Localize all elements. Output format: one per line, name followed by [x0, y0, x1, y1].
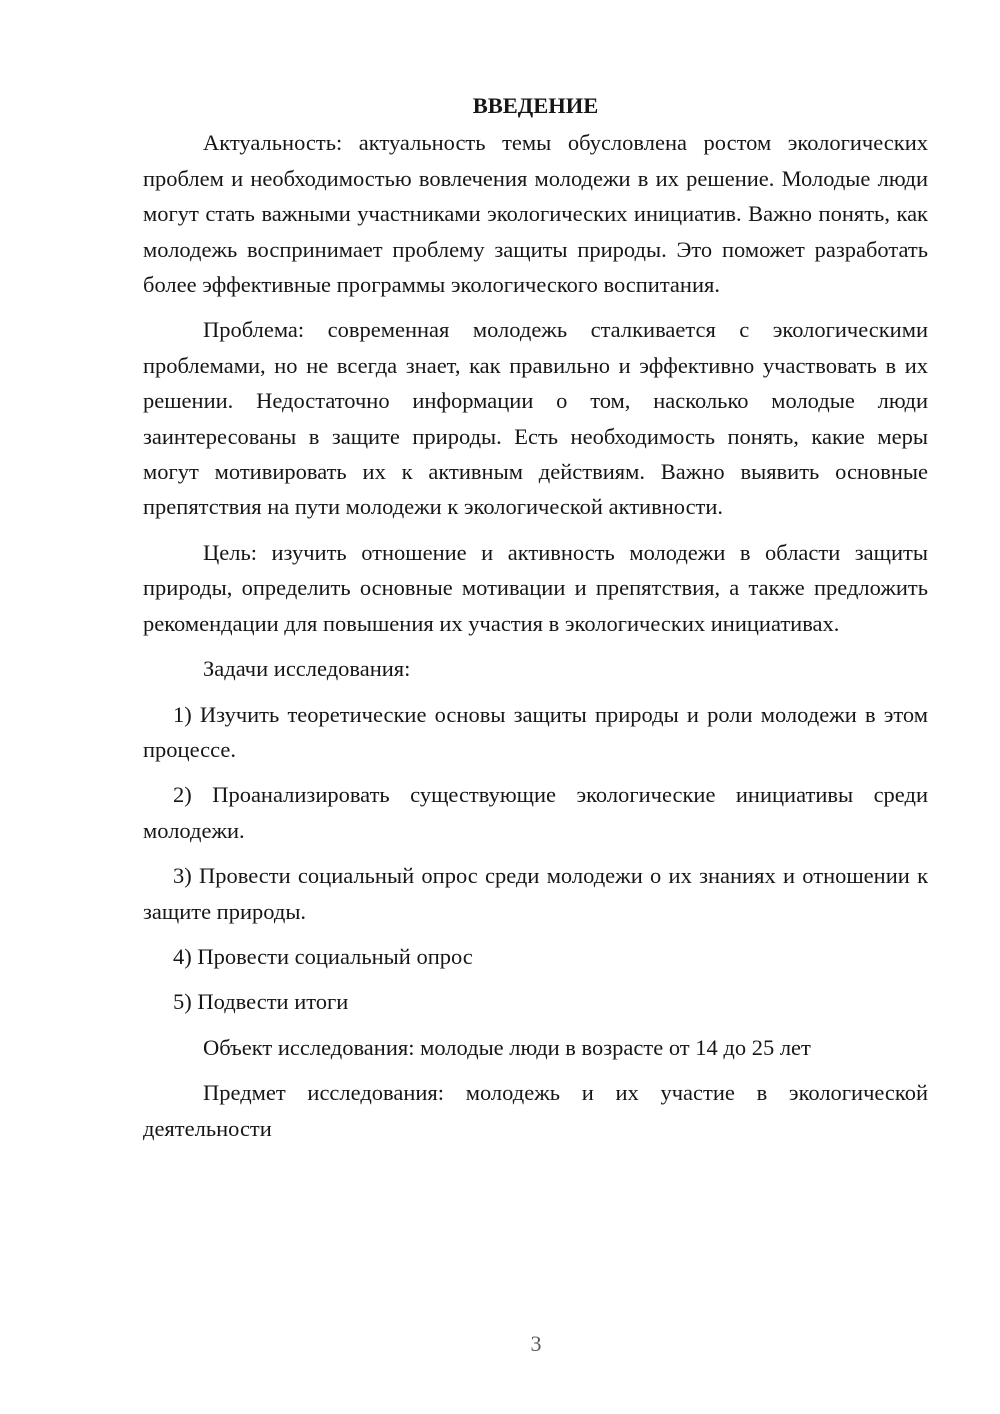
tasks-heading: Задачи исследования: [203, 656, 411, 682]
task-item-1: 1) Изучить теоретические основы защиты природы и роли молодежи в этом процессе. [143, 701, 928, 762]
paragraph-relevance: Актуальность: актуальность темы обусловлена ростом экологических проблем и необходимостью вовлечения молодежи в их решение. Молодые люди могут стать важными участниками экологических инициатив. Важно понять, как молодежь воспринимает проблему защиты природы. Это поможет разработать более эффективные программы экологического воспитания. [143, 130, 928, 298]
section-title: ВВЕДЕНИЕ [472, 93, 599, 118]
research-object: Объект исследования: молодые люди в возрасте от 14 до 25 лет [203, 1034, 811, 1060]
research-subject: Предмет исследования: молодежь и их участие в экологической деятельности [143, 1080, 928, 1141]
task-item-4: 4) Провести социальный опрос [173, 943, 473, 969]
task-item-5: 5) Подвести итоги [173, 989, 349, 1015]
paragraph-goal: Цель: изучить отношение и активность молодежи в области защиты природы, определить основные мотивации и препятствия, а также предложить рекомендации для повышения их участия в экологических инициативах. [143, 539, 928, 636]
document-page [143, 88, 928, 1156]
paragraph-problem: Проблема: современная молодежь сталкивается с экологическими проблемами, но не всегда знает, как правильно и эффективно участвовать в их решении. Недостаточно информации о том, насколько молодые люди заинтересованы в защите природы. Есть необходимость понять, какие меры могут мотивировать их к активным действиям. Важно выявить основные препятствия на пути молодежи к экологической активности. [143, 317, 928, 520]
page-number: 3 [530, 1331, 542, 1356]
task-item-3: 3) Провести социальный опрос среди молодежи о их знаниях и отношении к защите природы. [143, 863, 928, 924]
task-item-2: 2) Проанализировать существующие экологические инициативы среди молодежи. [143, 782, 928, 843]
